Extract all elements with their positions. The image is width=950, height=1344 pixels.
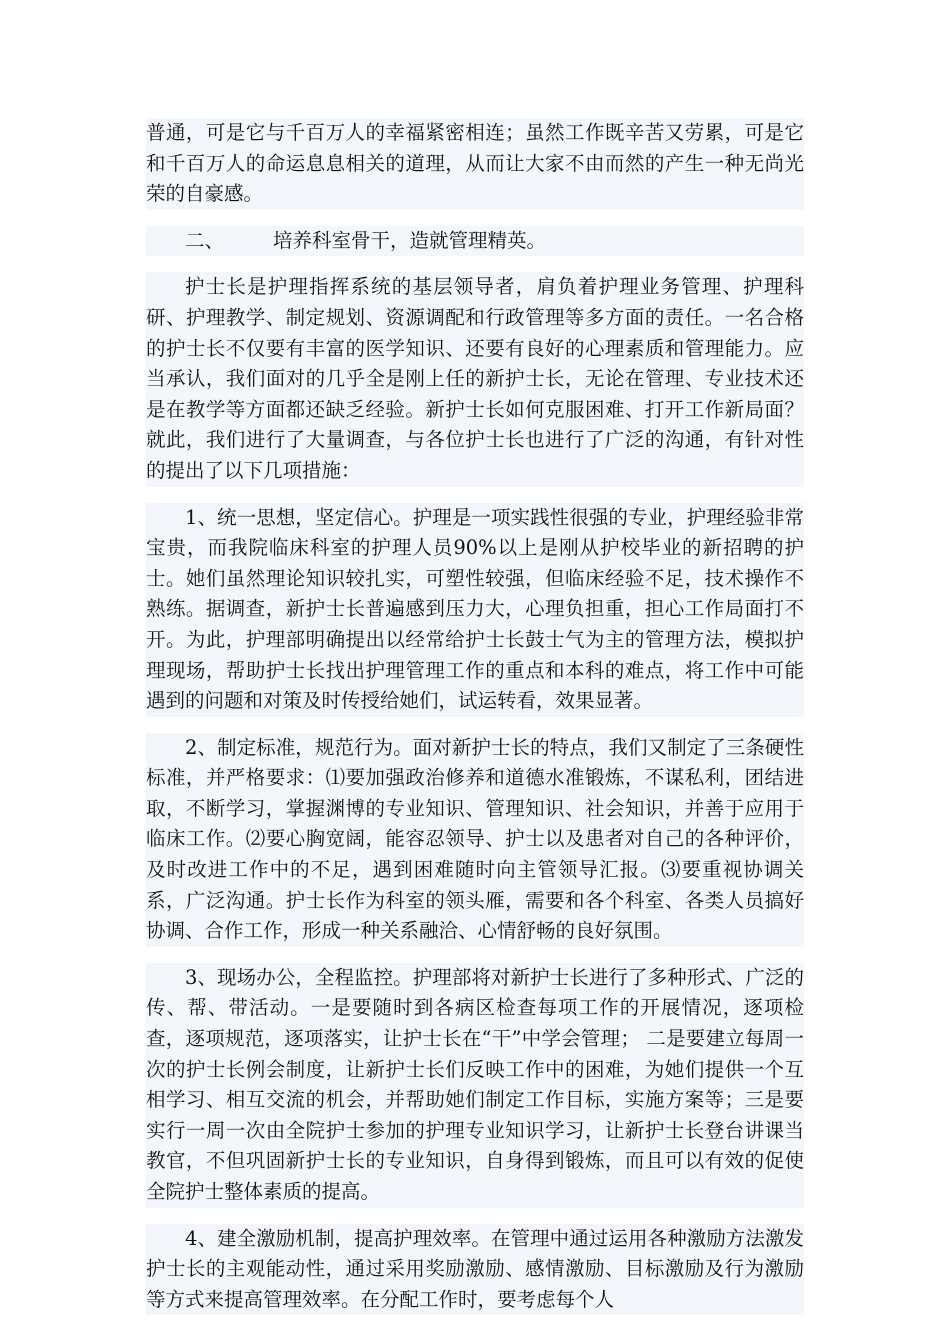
section-heading-number: 二、 — [185, 228, 225, 252]
paragraph-gap — [146, 256, 804, 272]
paragraph-gap — [146, 717, 804, 733]
document-page — [146, 118, 804, 1315]
paragraph-measure-4: 4、建全激励机制，提高护理效率。在管理中通过运用各种激励方法激发护士长的主观能动性，通过采用奖励激励、感情激励、目标激励及行为激励等方式来提高管理效率。在分配工作时，要考虑每个人 — [146, 1224, 804, 1316]
paragraph-measure-3: 3、现场办公，全程监控。护理部将对新护士长进行了多种形式、广泛的传、帮、带活动。一是要随时到各病区检查每项工作的开展情况，逐项检查，逐项规范，逐项落实，让护士长在“干”中学会管理； 二是要建立每周一次的护士长例会制度，让新护士长们反映工作中的困难，为她们提供一个互相学习、相互交流的机会，并帮助她们制定工作目标，实施方案等；三是要实行一周一次由全院护士参加的护理专业知识学习，让新护士长登台讲课当教官，不但巩固新护士长的专业知识，自身得到锻炼，而且可以有效的促使全院护士整体素质的提高。 — [146, 963, 804, 1208]
paragraph-gap — [146, 210, 804, 226]
paragraph-gap — [146, 487, 804, 503]
paragraph-gap — [146, 947, 804, 963]
section-heading — [146, 226, 804, 257]
paragraph-continuation: 普通，可是它与千百万人的幸福紧密相连；虽然工作既辛苦又劳累，可是它和千百万人的命运息息相关的道理，从而让大家不由而然的产生一种无尚光荣的自豪感。 — [146, 118, 804, 210]
paragraph-head-nurse-intro: 护士长是护理指挥系统的基层领导者，肩负着护理业务管理、护理科研、护理教学、制定规划、资源调配和行政管理等多方面的责任。一名合格的护士长不仅要有丰富的医学知识、还要有良好的心理素质和管理能力。应当承认，我们面对的几乎全是刚上任的新护士长，无论在管理、专业技术还是在教学等方面都还缺乏经验。新护士长如何克服困难、打开工作新局面？就此，我们进行了大量调查，与各位护士长也进行了广泛的沟通，有针对性的提出了以下几项措施： — [146, 272, 804, 486]
paragraph-measure-1: 1、统一思想，坚定信心。护理是一项实践性很强的专业，护理经验非常宝贵，而我院临床科室的护理人员90%以上是刚从护校毕业的新招聘的护士。她们虽然理论知识较扎实，可塑性较强，但临床经验不足，技术操作不熟练。据调查，新护士长普遍感到压力大，心理负担重，担心工作局面打不开。为此，护理部明确提出以经常给护士长鼓士气为主的管理方法，模拟护理现场，帮助护士长找出护理管理工作的重点和本科的难点，将工作中可能遇到的问题和对策及时传授给她们，试运转看，效果显著。 — [146, 503, 804, 717]
section-heading-text: 培养科室骨干，造就管理精英。 — [273, 228, 547, 252]
paragraph-measure-2: 2、制定标准，规范行为。面对新护士长的特点，我们又制定了三条硬性标准，并严格要求：⑴要加强政治修养和道德水准锻炼，不谋私利，团结进取，不断学习，掌握渊博的专业知识、管理知识、社会知识，并善于应用于临床工作。⑵要心胸宽阔，能容忍领导、护士以及患者对自己的各种评价，及时改进工作中的不足，遇到困难随时向主管领导汇报。⑶要重视协调关系，广泛沟通。护士长作为科室的领头雁，需要和各个科室、各类人员搞好协调、合作工作，形成一种关系融洽、心情舒畅的良好氛围。 — [146, 733, 804, 947]
paragraph-gap — [146, 1208, 804, 1224]
